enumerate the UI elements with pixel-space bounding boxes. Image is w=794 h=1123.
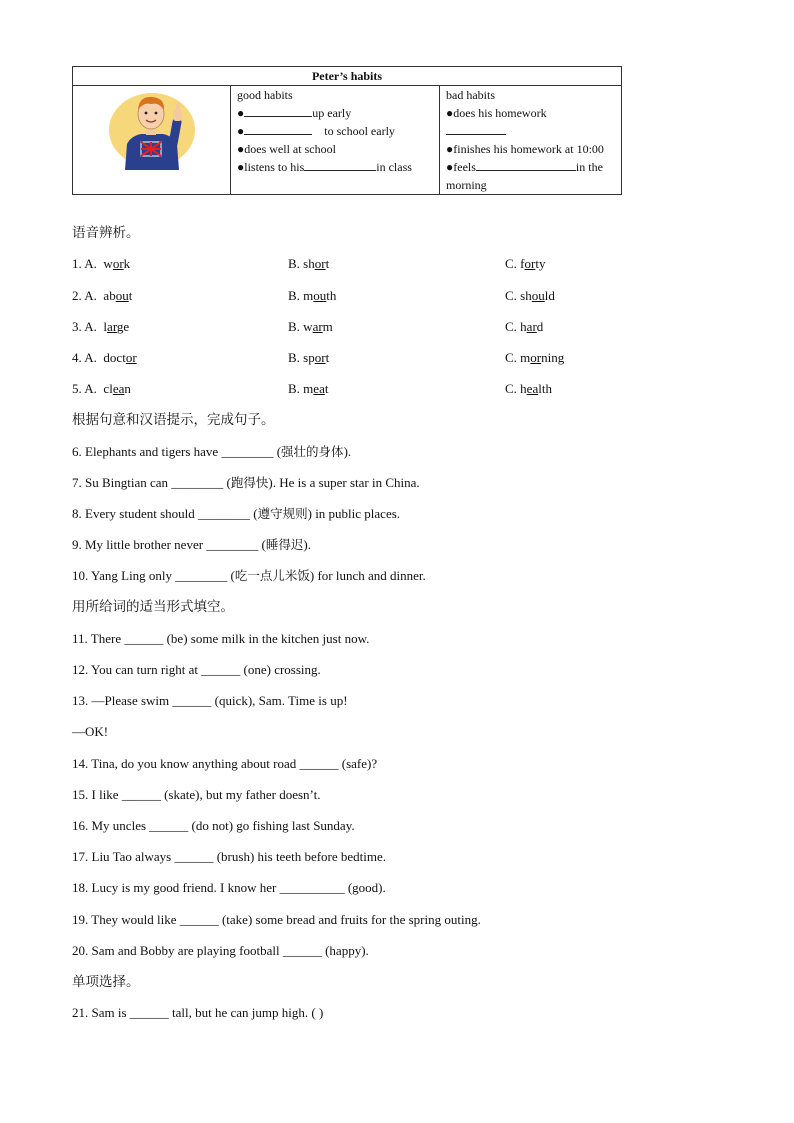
question-line: 11. There ______ (be) some milk in the kitchen just now. xyxy=(72,631,370,646)
phonetics-option-b: B. meat xyxy=(288,381,329,396)
peter-picture-cell xyxy=(73,86,231,195)
section-heading-complete: 根据句意和汉语提示，完成句子。 xyxy=(72,412,275,428)
table-title: Peter’s habits xyxy=(73,67,622,86)
bad-habit-item: ●feels in the xyxy=(446,160,603,174)
bad-habits-header: bad habits xyxy=(446,88,495,102)
phonetics-option-a: 3. A. large xyxy=(72,319,130,334)
phonetics-option-c: C. hard xyxy=(505,319,544,334)
phonetics-option-c: C. forty xyxy=(505,256,546,271)
section-heading-phonetics: 语音辨析。 xyxy=(72,225,140,241)
phonetics-option-a: 4. A. doctor xyxy=(72,350,137,365)
question-line: 6. Elephants and tigers have ________ (强壮的身体). xyxy=(72,444,352,459)
bad-habit-item: ●does his homework xyxy=(446,104,615,140)
phonetics-option-b: B. sport xyxy=(288,350,330,365)
question-line: —OK! xyxy=(72,724,109,739)
good-habit-item: ●listens to his in class xyxy=(237,160,412,174)
phonetics-option-c: C. morning xyxy=(505,350,565,365)
question-line: 19. They would like ______ (take) some bread and fruits for the spring outing. xyxy=(72,912,481,927)
phonetics-option-b: B. mouth xyxy=(288,288,337,303)
habits-table xyxy=(72,66,622,195)
good-habit-item: ● up early xyxy=(237,106,352,120)
good-habits-header: good habits xyxy=(237,88,293,102)
question-line: 17. Liu Tao always ______ (brush) his teeth before bedtime. xyxy=(72,849,387,864)
question-line: 10. Yang Ling only ________ (吃一点儿米饭) for lunch and dinner. xyxy=(72,568,426,583)
bad-habit-tail: morning xyxy=(446,178,487,192)
question-line: 21. Sam is ______ tall, but he can jump high. ( ) xyxy=(72,1005,324,1020)
question-line: 9. My little brother never ________ (睡得迟). xyxy=(72,537,311,552)
section-heading-wordform: 用所给词的适当形式填空。 xyxy=(72,599,234,615)
good-habit-item: ●does well at school xyxy=(237,142,336,156)
bad-habit-item: ●finishes his homework at 10:00 xyxy=(446,142,604,156)
question-line: 8. Every student should ________ (遵守规则) in public places. xyxy=(72,506,401,521)
phonetics-option-b: B. warm xyxy=(288,319,333,334)
section-heading-choice: 单项选择。 xyxy=(72,974,140,990)
good-habits-cell xyxy=(231,86,440,195)
phonetics-option-a: 5. A. clean xyxy=(72,381,131,396)
question-line: 13. —Please swim ______ (quick), Sam. Time is up! xyxy=(72,693,348,708)
bad-habits-cell xyxy=(440,86,622,195)
phonetics-option-a: 2. A. about xyxy=(72,288,133,303)
phonetics-option-c: C. health xyxy=(505,381,552,396)
phonetics-option-a: 1. A. work xyxy=(72,256,131,271)
phonetics-option-c: C. should xyxy=(505,288,555,303)
question-line: 7. Su Bingtian can ________ (跑得快). He is a super star in China. xyxy=(72,475,420,490)
question-line: 15. I like ______ (skate), but my father doesn’t. xyxy=(72,787,321,802)
question-line: 20. Sam and Bobby are playing football ______ (happy). xyxy=(72,943,369,958)
question-line: 14. Tina, do you know anything about road ______ (safe)? xyxy=(72,756,378,771)
boy-thumbs-up-icon xyxy=(107,86,197,170)
question-line: 18. Lucy is my good friend. I know her __________ (good). xyxy=(72,880,386,895)
phonetics-option-b: B. short xyxy=(288,256,330,271)
good-habit-item: ● to school early xyxy=(237,124,395,138)
question-line: 12. You can turn right at ______ (one) crossing. xyxy=(72,662,321,677)
question-line: 16. My uncles ______ (do not) go fishing last Sunday. xyxy=(72,818,355,833)
